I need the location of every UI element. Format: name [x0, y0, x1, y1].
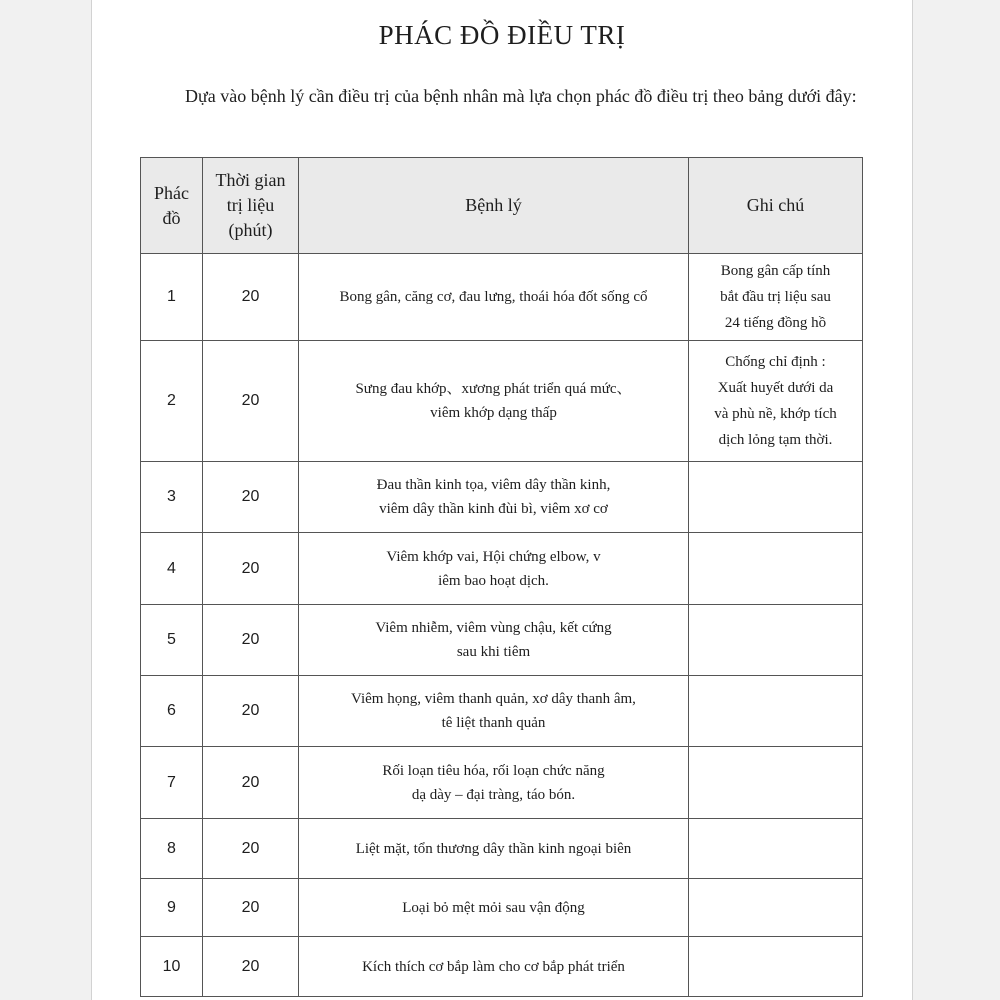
cell-thoi-gian: 20	[203, 747, 299, 819]
cell-benh-ly: Sưng đau khớp、xương phát triển quá mức、 viêm khớp dạng thấp	[299, 341, 689, 462]
cell-ghi-chu	[689, 676, 863, 747]
cell-ghi-chu	[689, 462, 863, 533]
page-title: PHÁC ĐỒ ĐIỀU TRỊ	[378, 20, 626, 50]
cell-phac-do: 10	[141, 937, 203, 997]
cell-ghi-chu: Chống chỉ định : Xuất huyết dưới da và phù nề, khớp tích dịch lỏng tạm thời.	[689, 341, 863, 462]
cell-benh-ly: Kích thích cơ bắp làm cho cơ bắp phát triển	[299, 937, 689, 997]
cell-ghi-chu: Bong gân cấp tính bắt đầu trị liệu sau 24 tiếng đồng hồ	[689, 254, 863, 341]
cell-thoi-gian: 20	[203, 254, 299, 341]
document-page	[91, 0, 913, 1000]
table-row	[141, 676, 863, 747]
table-row	[141, 879, 863, 937]
cell-phac-do: 5	[141, 605, 203, 676]
cell-phac-do: 7	[141, 747, 203, 819]
cell-thoi-gian: 20	[203, 676, 299, 747]
table-row	[141, 605, 863, 676]
table-row	[141, 747, 863, 819]
header-thoi-gian: Thời gian trị liệu (phút)	[203, 158, 299, 254]
table-row	[141, 341, 863, 462]
table-row	[141, 533, 863, 605]
cell-benh-ly: Viêm khớp vai, Hội chứng elbow, v iêm bao hoạt dịch.	[299, 533, 689, 605]
header-benh-ly: Bệnh lý	[299, 158, 689, 254]
cell-phac-do: 1	[141, 254, 203, 341]
treatment-table	[140, 157, 863, 997]
table-row	[141, 254, 863, 341]
cell-thoi-gian: 20	[203, 533, 299, 605]
cell-ghi-chu	[689, 605, 863, 676]
table-row	[141, 462, 863, 533]
cell-benh-ly: Viêm nhiễm, viêm vùng chậu, kết cứng sau khi tiêm	[299, 605, 689, 676]
cell-thoi-gian: 20	[203, 937, 299, 997]
cell-thoi-gian: 20	[203, 605, 299, 676]
cell-thoi-gian: 20	[203, 879, 299, 937]
cell-ghi-chu	[689, 937, 863, 997]
cell-ghi-chu	[689, 747, 863, 819]
intro-paragraph: Dựa vào bệnh lý cần điều trị của bệnh nhân mà lựa chọn phác đồ điều trị theo bảng dưới đây:	[185, 86, 857, 106]
header-ghi-chu: Ghi chú	[689, 158, 863, 254]
cell-benh-ly: Loại bỏ mệt mỏi sau vận động	[299, 879, 689, 937]
cell-benh-ly: Rối loạn tiêu hóa, rối loạn chức năng dạ dày – đại tràng, táo bón.	[299, 747, 689, 819]
cell-phac-do: 9	[141, 879, 203, 937]
cell-benh-ly: Liệt mặt, tổn thương dây thần kinh ngoại biên	[299, 819, 689, 879]
header-phac-do: Phác đồ	[141, 158, 203, 254]
cell-thoi-gian: 20	[203, 819, 299, 879]
table-header-row	[141, 158, 863, 254]
table-body	[141, 254, 863, 997]
cell-ghi-chu	[689, 879, 863, 937]
cell-thoi-gian: 20	[203, 462, 299, 533]
cell-thoi-gian: 20	[203, 341, 299, 462]
cell-phac-do: 2	[141, 341, 203, 462]
table-row	[141, 819, 863, 879]
cell-phac-do: 3	[141, 462, 203, 533]
cell-ghi-chu	[689, 819, 863, 879]
cell-benh-ly: Viêm họng, viêm thanh quản, xơ dây thanh âm, tê liệt thanh quản	[299, 676, 689, 747]
cell-phac-do: 8	[141, 819, 203, 879]
table-row	[141, 937, 863, 997]
cell-benh-ly: Đau thần kinh tọa, viêm dây thần kinh, viêm dây thần kinh đùi bì, viêm xơ cơ	[299, 462, 689, 533]
cell-benh-ly: Bong gân, căng cơ, đau lưng, thoái hóa đốt sống cổ	[299, 254, 689, 341]
cell-phac-do: 4	[141, 533, 203, 605]
cell-phac-do: 6	[141, 676, 203, 747]
cell-ghi-chu	[689, 533, 863, 605]
